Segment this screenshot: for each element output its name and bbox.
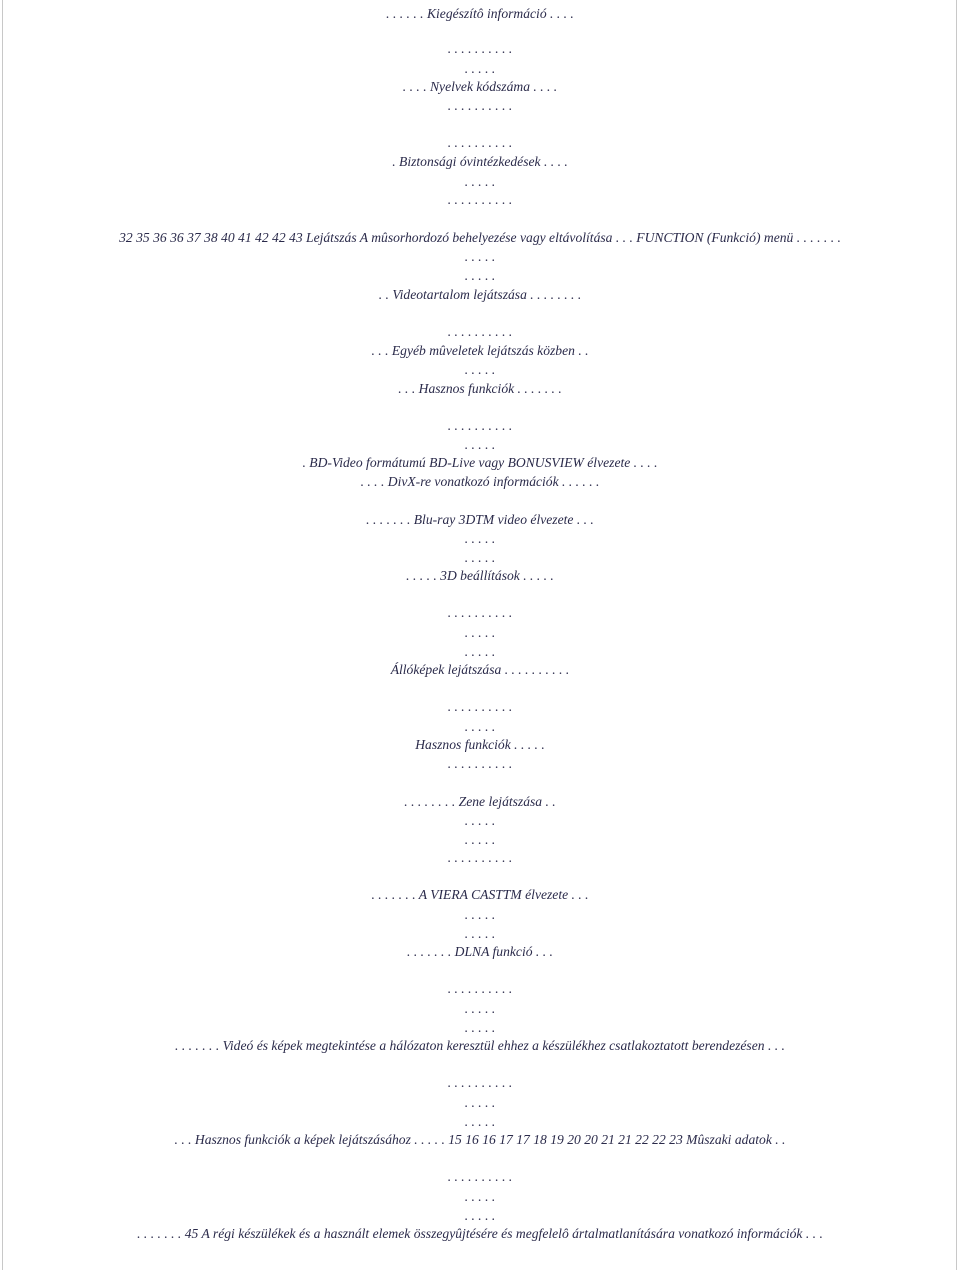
- toc-line-hasznos-funkciok-2: Hasznos funkciók . . . . .: [415, 737, 545, 752]
- toc-line-nyelvek-kodszama: . . . . Nyelvek kódszáma . . . .: [402, 79, 558, 94]
- toc-dot-leader: . . . . .: [464, 437, 496, 452]
- toc-dot-leader: . . . . . . . . . .: [447, 418, 513, 433]
- toc-dot-leader: . . . . .: [464, 926, 496, 941]
- toc-dot-leader: . . . . .: [464, 625, 496, 640]
- toc-dot-leader: . . . . .: [464, 719, 496, 734]
- toc-dot-leader: . . . . . . . . . .: [447, 981, 513, 996]
- toc-line-egyeb-muveletek: . . . Egyéb mûveletek lejátszás közben . .: [371, 343, 589, 358]
- toc-line-divx-informaciok: . . . . DivX-re vonatkozó információk . . . . . .: [360, 474, 600, 489]
- toc-dot-leader: . . . . . . . . . .: [447, 98, 513, 113]
- toc-dot-leader: . . . . . . . . . .: [447, 699, 513, 714]
- toc-dot-leader: . . . . .: [464, 1020, 496, 1035]
- toc-dot-leader: . . . . .: [464, 249, 496, 264]
- toc-dot-leader: . . . . .: [464, 832, 496, 847]
- toc-line-kiegeszito-informacio: . . . . . . Kiegészítô információ . . . .: [386, 6, 574, 21]
- toc-line-viera-cast: . . . . . . . A VIERA CASTTM élvezete . . .: [371, 887, 589, 902]
- toc-dot-leader: . . . . . . . . . .: [447, 850, 513, 865]
- toc-dot-leader: . . . . . . . . . .: [447, 605, 513, 620]
- toc-line-biztonsagi-ovintezkedesek: . Biztonsági óvintézkedések . . . .: [392, 154, 568, 169]
- toc-line-hasznos-funkciok-kepek: . . . Hasznos funkciók a képek lejátszásához . . . . . 15 16 16 17 17 18 19 20 20 21 21 22 22 23 Mûszaki adatok . .: [174, 1132, 786, 1147]
- toc-dot-leader: . . . . .: [464, 907, 496, 922]
- toc-dot-leader: . . . . .: [464, 1208, 496, 1223]
- toc-line-zene-lejatszasa: . . . . . . . . Zene lejátszása . .: [404, 794, 556, 809]
- toc-line-bd-video: . BD-Video formátumú BD-Live vagy BONUSVIEW élvezete . . . .: [302, 455, 658, 470]
- toc-dot-leader: . . . . .: [464, 362, 496, 377]
- toc-dot-leader: . . . . . . . . . .: [447, 41, 513, 56]
- toc-dot-leader: . . . . .: [464, 1114, 496, 1129]
- toc-dot-leader: . . . . .: [464, 61, 496, 76]
- toc-line-video-es-kepek-halozaton: . . . . . . . Videó és képek megtekintése a hálózaton keresztül ehhez a készülékhez csatlakoztatott berendezésen . . .: [175, 1038, 785, 1053]
- toc-dot-leader: . . . . .: [464, 1189, 496, 1204]
- toc-dot-leader: . . . . .: [464, 268, 496, 283]
- toc-line-allokepek-lejatszasa: Állóképek lejátszása . . . . . . . . . .: [390, 662, 570, 677]
- toc-dot-leader: . . . . .: [464, 813, 496, 828]
- toc-dot-leader: . . . . . . . . . .: [447, 1169, 513, 1184]
- toc-line-hasznos-funkciok: . . . Hasznos funkciók . . . . . . .: [398, 381, 562, 396]
- toc-dot-leader: . . . . .: [464, 531, 496, 546]
- toc-dot-leader: . . . . .: [464, 1001, 496, 1016]
- toc-line-videotartalom-lejatszasa: . . Videotartalom lejátszása . . . . . . . .: [378, 287, 582, 302]
- toc-dot-leader: . . . . .: [464, 550, 496, 565]
- toc-dot-leader: . . . . .: [464, 1095, 496, 1110]
- toc-dot-leader: . . . . .: [464, 174, 496, 189]
- toc-line-blu-ray-3d: . . . . . . . Blu-ray 3DTM video élvezete . . .: [366, 512, 594, 527]
- toc-line-3d-beallitasok: . . . . . 3D beállítások . . . . .: [406, 568, 554, 583]
- toc-line-lejatszas: 32 35 36 36 37 38 40 41 42 42 43 Lejátszás A mûsorhordozó behelyezése vagy eltávolítása . . . FUNCTION (Funkció) menü . . . . . . .: [119, 230, 841, 245]
- toc-line-regi-keszulekek: . . . . . . . 45 A régi készülékek és a használt elemek összegyûjtésére és megfelelô ártalmatlanítására vonatkozó információk . . .: [137, 1226, 823, 1241]
- toc-dot-leader: . . . . .: [464, 644, 496, 659]
- toc-line-dlna-funkcio: . . . . . . . DLNA funkció . . .: [407, 944, 553, 959]
- toc-dot-leader: . . . . . . . . . .: [447, 135, 513, 150]
- toc-dot-leader: . . . . . . . . . .: [447, 192, 513, 207]
- toc-dot-leader: . . . . . . . . . .: [447, 756, 513, 771]
- toc-dot-leader: . . . . . . . . . .: [447, 1075, 513, 1090]
- toc-dot-leader: . . . . . . . . . .: [447, 324, 513, 339]
